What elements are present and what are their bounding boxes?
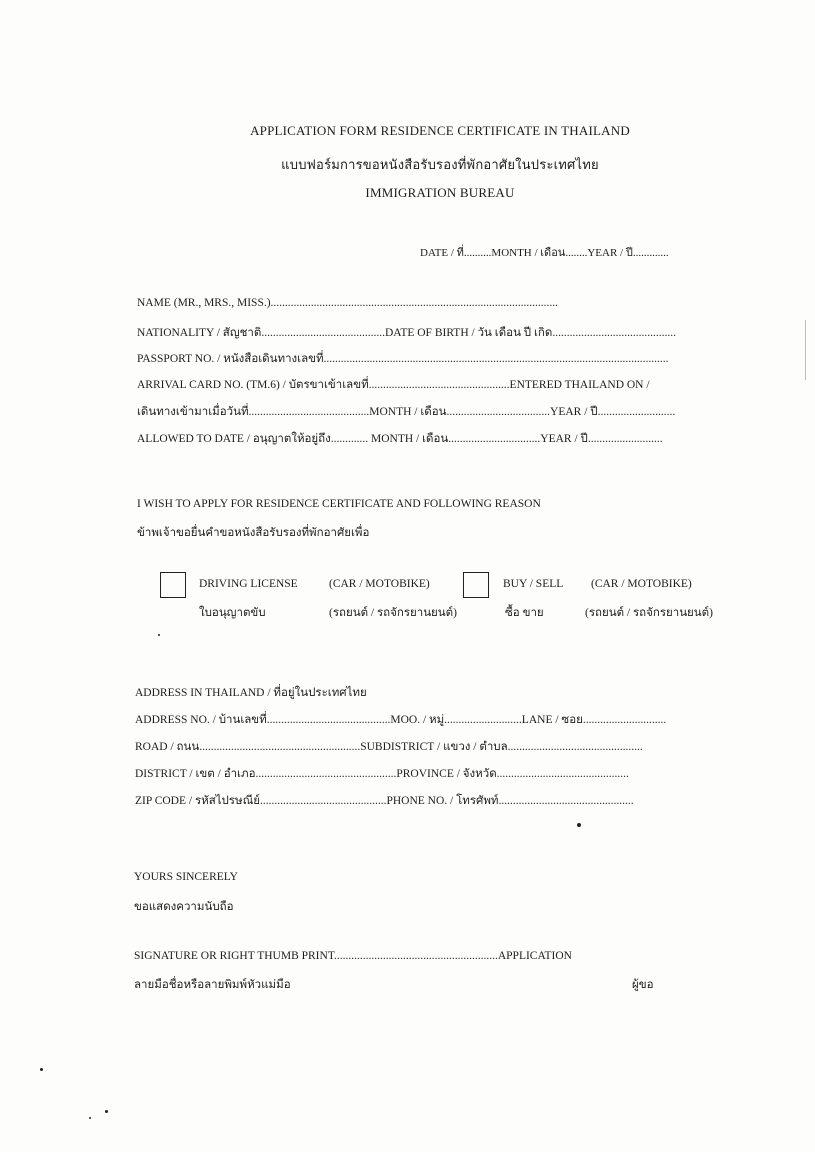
- scan-speck: [40, 1068, 43, 1071]
- scan-speck: [89, 1117, 91, 1119]
- yours-sincerely-en: YOURS SINCERELY: [134, 871, 238, 883]
- arrival-card-field-line[interactable]: ARRIVAL CARD NO. (TM.6) / บัตรขาเข้าเลขที่.................................................ENTERED THAILAND ON /: [137, 379, 650, 391]
- form-title-en: APPLICATION FORM RESIDENCE CERTIFICATE IN THAILAND: [250, 123, 630, 138]
- zip-phone-field-line[interactable]: ZIP CODE / รหัสไปรษณีย์............................................PHONE NO. / โทรศัพท์...............................................: [135, 795, 634, 807]
- driving-license-checkbox[interactable]: [160, 572, 186, 598]
- address-no-field-line[interactable]: ADDRESS NO. / บ้านเลขที่...........................................MOO. / หมู่...........................LANE / ซอย.............................: [135, 714, 667, 726]
- road-field-line[interactable]: ROAD / ถนน........................................................SUBDISTRICT / แขวง / ตำบล...............................................: [135, 741, 643, 753]
- option-buy-sell-type: (CAR / MOTOBIKE): [591, 578, 692, 590]
- scan-speck: [577, 823, 581, 827]
- signature-field-line[interactable]: SIGNATURE OR RIGHT THUMB PRINT.........................................................APPLICATION: [134, 950, 572, 962]
- address-heading: ADDRESS IN THAILAND / ที่อยู่ในประเทศไทย: [135, 687, 367, 699]
- scan-speck: [158, 634, 160, 636]
- district-field-line[interactable]: DISTRICT / เขต / อำเภอ.................................................PROVINCE / จังหวัด..............................................: [135, 768, 629, 780]
- entry-date-field-line[interactable]: เดินทางเข้ามาเมื่อวันที่..........................................MONTH / เดือน....................................YEAR / ปี...........................: [137, 406, 676, 418]
- yours-sincerely-th: ขอแสดงความนับถือ: [134, 901, 234, 913]
- nationality-dob-field-line[interactable]: NATIONALITY / สัญชาติ...........................................DATE OF BIRTH / วัน เดือน ปี เกิด...........................................: [137, 327, 676, 339]
- option-buy-sell-label: BUY / SELL: [503, 578, 564, 590]
- bureau-name: IMMIGRATION BUREAU: [365, 185, 515, 200]
- reason-heading-th: ข้าพเจ้าขอยื่นคำขอหนังสือรับรองที่พักอาศัยเพื่อ: [137, 527, 370, 539]
- option-buy-sell-type-th: (รถยนต์ / รถจักรยานยนต์): [585, 607, 713, 619]
- date-field-line[interactable]: DATE / ที่..........MONTH / เดือน........YEAR / ปี.............: [420, 247, 669, 259]
- option-driving-license-type-th: (รถยนต์ / รถจักรยานยนต์): [329, 607, 457, 619]
- buy-sell-checkbox[interactable]: [463, 572, 489, 598]
- option-driving-license-label-th: ใบอนุญาตขับ: [199, 607, 266, 619]
- option-buy-sell-label-th: ซื้อ ขาย: [505, 607, 544, 619]
- option-driving-license-label: DRIVING LICENSE: [199, 578, 298, 590]
- passport-field-line[interactable]: PASSPORT NO. / หนังสือเดินทางเลขที่........................................................................................................................: [137, 353, 669, 365]
- form-title-th: แบบฟอร์มการขอหนังสือรับรองที่พักอาศัยในประเทศไทย: [281, 157, 599, 172]
- applicant-label-th: ผู้ขอ: [632, 979, 654, 991]
- scan-speck: [105, 1110, 108, 1113]
- signature-label-th: ลายมือชื่อหรือลายพิมพ์หัวแม่มือ: [134, 979, 291, 991]
- reason-heading-en: I WISH TO APPLY FOR RESIDENCE CERTIFICATE AND FOLLOWING REASON: [137, 498, 541, 510]
- option-driving-license-type: (CAR / MOTOBIKE): [329, 578, 430, 590]
- allowed-to-date-field-line[interactable]: ALLOWED TO DATE / อนุญาตให้อยู่ถึง............. MONTH / เดือน................................YEAR / ปี..........................: [137, 433, 663, 445]
- name-field-line[interactable]: NAME (MR., MRS., MISS.)....................................................................................................: [137, 297, 559, 309]
- scan-edge-mark: [805, 320, 806, 380]
